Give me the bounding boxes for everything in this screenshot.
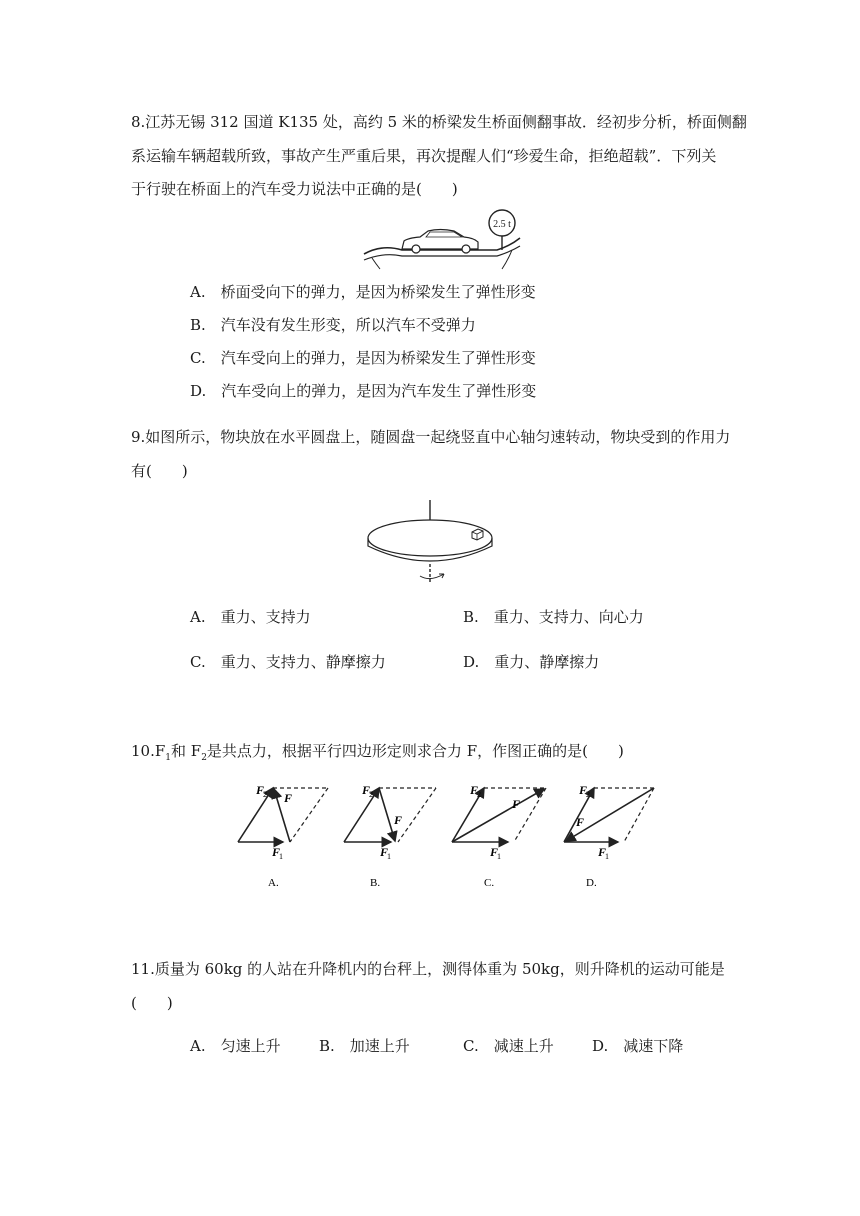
q10-stem: $10.F_1$和 $F_2$是共点力，根据平行四边形定则求合力 F，作图正确的是( )	[131, 742, 624, 763]
svg-text:2: 2	[477, 790, 481, 799]
q9-option-d: D. 重力、静摩擦力	[463, 653, 600, 671]
svg-text:1: 1	[279, 852, 283, 861]
svg-text:1: 1	[497, 852, 501, 861]
svg-text:2: 2	[369, 790, 373, 799]
svg-text:1: 1	[605, 852, 609, 861]
figure-b-label: B.	[370, 877, 381, 889]
svg-text:F: F	[380, 845, 389, 859]
figure-a-label: A.	[268, 877, 279, 889]
figure-b	[344, 783, 436, 889]
q11-option-a: A. 匀速上升	[190, 1037, 281, 1055]
q9-stem-line2: 有( )	[131, 462, 188, 480]
svg-text:2: 2	[263, 790, 267, 799]
q8-option-d: D. 汽车受向上的弹力，是因为汽车发生了弹性形变	[190, 382, 537, 400]
sign-text: 2.5 t	[493, 219, 511, 230]
q11-option-d: D. 减速下降	[592, 1037, 684, 1055]
q8-stem-line2: 系运输车辆超载所致，事故产生严重后果，再次提醒人们“珍爱生命，拒绝超载”．下列关	[131, 147, 717, 165]
q9-option-c: C. 重力、支持力、静摩擦力	[190, 653, 386, 671]
svg-text:F: F	[394, 813, 403, 827]
svg-text:1: 1	[387, 852, 391, 861]
figure-d-label: D.	[586, 877, 597, 889]
q8-option-b: B. 汽车没有发生形变，所以汽车不受弹力	[190, 316, 476, 334]
svg-text:F: F	[579, 783, 588, 797]
q8-stem-line3: 于行驶在桥面上的汽车受力说法中正确的是( )	[131, 180, 458, 198]
figure-c	[452, 783, 546, 889]
q8-option-c: C. 汽车受向上的弹力，是因为桥梁发生了弹性形变	[190, 349, 536, 367]
bridge-car-figure	[362, 206, 522, 270]
q8-stem-line1: 8.江苏无锡 312 国道 K135 处，高约 5 米的桥梁发生桥面侧翻事故．经初步分析，桥面侧翻	[131, 113, 747, 131]
svg-text:F: F	[470, 783, 479, 797]
svg-text:F: F	[272, 845, 281, 859]
svg-text:F: F	[598, 845, 607, 859]
svg-text:F: F	[362, 783, 371, 797]
q11-option-c: C. 减速上升	[463, 1037, 554, 1055]
svg-text:F: F	[490, 845, 499, 859]
q9-option-a: A. 重力、支持力	[190, 608, 311, 626]
q8-option-a: A. 桥面受向下的弹力，是因为桥梁发生了弹性形变	[190, 283, 536, 301]
rotating-disc-figure	[362, 496, 502, 588]
svg-text:F: F	[256, 783, 265, 797]
car-icon	[402, 230, 478, 254]
svg-text:F: F	[576, 815, 585, 829]
q11-stem-line2: ( )	[131, 994, 173, 1012]
svg-text:F: F	[512, 797, 521, 811]
svg-text:2: 2	[586, 790, 590, 799]
svg-text:F: F	[284, 791, 293, 805]
figure-c-label: C.	[484, 877, 495, 889]
q11-stem-line1: 11.质量为 60kg 的人站在升降机内的台秤上，测得体重为 50kg，则升降机的运动可能是	[131, 960, 725, 978]
block-icon	[472, 529, 483, 540]
force-parallelogram-figures	[226, 778, 666, 894]
q9-option-b: B. 重力、支持力、向心力	[463, 608, 644, 626]
figure-d	[564, 783, 654, 889]
figure-a	[238, 783, 328, 889]
q9-stem-line1: 9.如图所示，物块放在水平圆盘上，随圆盘一起绕竖直中心轴匀速转动，物块受到的作用力	[131, 428, 731, 446]
q11-option-b: B. 加速上升	[319, 1037, 410, 1055]
